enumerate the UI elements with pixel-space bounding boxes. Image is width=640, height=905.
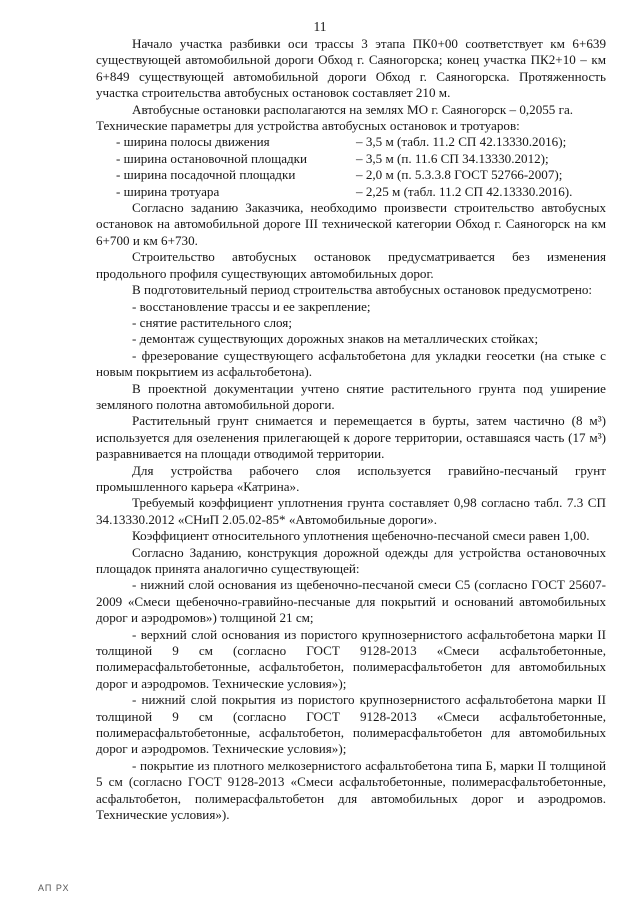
prep-item: - снятие растительного слоя;: [132, 314, 292, 330]
paragraph-customer-task: Согласно заданию Заказчика, необходимо произвести строительство автобусных остановок на автомобильной дороге III технической категории Обход г. Саяногорск на км 6+700 и км 6+730.: [96, 200, 606, 248]
paragraph-topsoil-usage: Растительный грунт снимается и перемещается в бурты, затем частично (8 м³) используется для озеленения прилегающей к дороге территории, оставшаяся часть (17 м³) разравнивается на площади отводимой территории.: [96, 413, 606, 462]
tech-param-name: - ширина тротуара: [116, 183, 220, 199]
paragraph-relative-compaction: Коэффициент относительного уплотнения щебеночно-песчаной смеси равен 1,00.: [132, 528, 590, 544]
paragraph-profile: Строительство автобусных остановок предусматривается без изменения продольного профиля существующих автомобильных дорог.: [96, 249, 606, 281]
pavement-layer: - нижний слой основания из щебеночно-песчаной смеси С5 (согласно ГОСТ 25607-2009 «Смеси щебеночно-гравийно-песчаные для покрытий и оснований автомобильных дорог и аэродромов») толщиной 21 см;: [96, 577, 606, 626]
tech-param-value: – 2,25 м (табл. 11.2 СП 42.13330.2016).: [356, 183, 573, 199]
paragraph-pavement-design: Согласно Заданию, конструкция дорожной одежды для устройства остановочных площадок принята аналогично существующей:: [96, 544, 606, 576]
tech-param-row: [96, 134, 606, 150]
prep-item: - демонтаж существующих дорожных знаков на металлических стойках;: [132, 331, 539, 347]
pavement-layer: - покрытие из плотного мелкозернистого асфальтобетона типа Б, марки II толщиной 5 см (согласно ГОСТ 9128-2013 «Смеси асфальтобетонные, полимерасфальтобетонные, асфальтобетон, полимерасфальтобетон для автомобильных дорог и аэродромов. Технические условия»).: [96, 757, 606, 823]
paragraph-prep-period: В подготовительный период строительства автобусных остановок предусмотрено:: [132, 282, 593, 298]
paragraph-working-layer: Для устройства рабочего слоя используется гравийно-песчаный грунт промышленного карьера «Катрина».: [96, 462, 606, 494]
tech-param-name: - ширина полосы движения: [116, 134, 270, 150]
page-number: 11: [313, 19, 327, 34]
footer-stamp: АП РХ: [38, 883, 70, 893]
paragraph-section-start: Начало участка разбивки оси трассы 3 этапа ПК0+00 соответствует км 6+639 существующей автомобильной дороги Обход г. Саяногорска; конец участка ПК2+10 – км 6+849 существующей автомобильной дороги Обход г. Саяногорска. Протяженность участка строительства автобусных остановок составляет 210 м.: [96, 36, 606, 101]
paragraph-tech-params-heading: Технические параметры для устройства автобусных остановок и тротуаров:: [96, 118, 520, 134]
pavement-layer: - нижний слой покрытия из пористого крупнозернистого асфальтобетона марки II толщиной 9 см (согласно ГОСТ 9128-2013 «Смеси асфальтобетонные, полимерасфальтобетонные, асфальтобетон, полимерасфальтобетон для автомобильных дорог и аэродромов. Технические условия»);: [96, 692, 606, 757]
tech-param-row: [96, 167, 606, 183]
paragraph-bus-stops-land: Автобусные остановки располагаются на землях МО г. Саяногорск – 0,2055 га.: [132, 101, 574, 117]
tech-param-value: – 3,5 м (табл. 11.2 СП 42.13330.2016);: [356, 134, 567, 150]
prep-item: - фрезерование существующего асфальтобетона для укладки геосетки (на стыке с новым покрытием из асфальтобетона).: [96, 347, 606, 380]
tech-param-name: - ширина остановочной площадки: [116, 150, 308, 166]
tech-params-list: [96, 134, 606, 200]
tech-param-row: [96, 151, 606, 167]
tech-param-name: - ширина посадочной площадки: [116, 167, 296, 183]
paragraph-compaction: Требуемый коэффициент уплотнения грунта составляет 0,98 согласно табл. 7.3 СП 34.13330.2012 «СНиП 2.05.02-85* «Автомобильные дороги».: [96, 495, 606, 527]
prep-item: - восстановление трассы и ее закрепление;: [132, 298, 371, 314]
pavement-layer: - верхний слой основания из пористого крупнозернистого асфальтобетона марки II толщиной 9 см (согласно ГОСТ 9128-2013 «Смеси асфальтобетонные, полимерасфальтобетонные, асфальтобетон, полимерасфальтобетон для автомобильных дорог и аэродромов. Технические условия»);: [96, 626, 606, 691]
paragraph-topsoil-removal: В проектной документации учтено снятие растительного грунта под уширение земляного полотна автомобильной дороги.: [96, 380, 606, 412]
document-body: [96, 36, 606, 824]
tech-param-row: [96, 184, 606, 200]
tech-param-value: – 2,0 м (п. 5.3.3.8 ГОСТ 52766-2007);: [356, 167, 563, 183]
tech-param-value: – 3,5 м (п. 11.6 СП 34.13330.2012);: [356, 150, 549, 166]
